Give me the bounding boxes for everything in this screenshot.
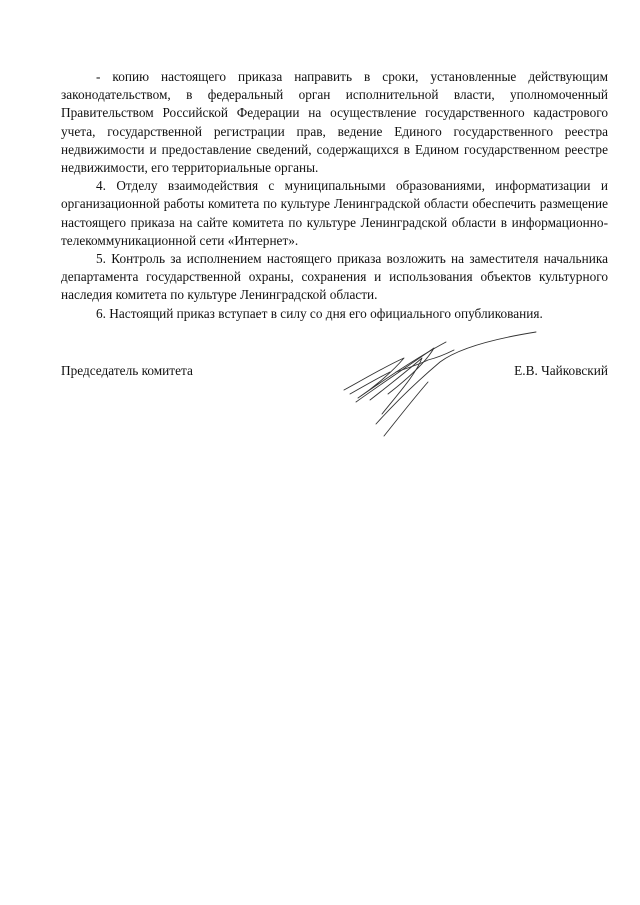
signature-block [61, 360, 608, 440]
paragraph-5-control: 5. Контроль за исполнением настоящего приказа возложить на заместителя начальника департамента государственной охраны, сохранения и использования объектов культурного наследия комитета по культуре Ленинградской области. [61, 251, 608, 303]
paragraph-6-effective-date: 6. Настоящий приказ вступает в силу со дня его официального опубликования. [96, 305, 543, 321]
signatory-title: Председатель комитета [61, 363, 193, 378]
handwritten-signature [336, 328, 561, 438]
document-body [61, 68, 608, 323]
paragraph-copy-distribution: - копию настоящего приказа направить в сроки, установленные действующим законодательством, в федеральный орган исполнительной власти, уполномоченный Правительством Российской Федерации на осуществление государственного кадастрового учета, государственной регистрации прав, ведение Единого государственного реестра недвижимости и предоставление сведений, содержащихся в Едином государственном реестре недвижимости, его территориальные органы. [61, 69, 608, 176]
paragraph-4-website-publication: 4. Отделу взаимодействия с муниципальными образованиями, информатизации и организационной работы комитета по культуре Ленинградской области обеспечить размещение настоящего приказа на сайте комитета по культуре Ленинградской области в информационно-телекоммуникационной сети «Интернет». [61, 178, 608, 248]
signatory-name: Е.В. Чайковский [514, 363, 608, 378]
